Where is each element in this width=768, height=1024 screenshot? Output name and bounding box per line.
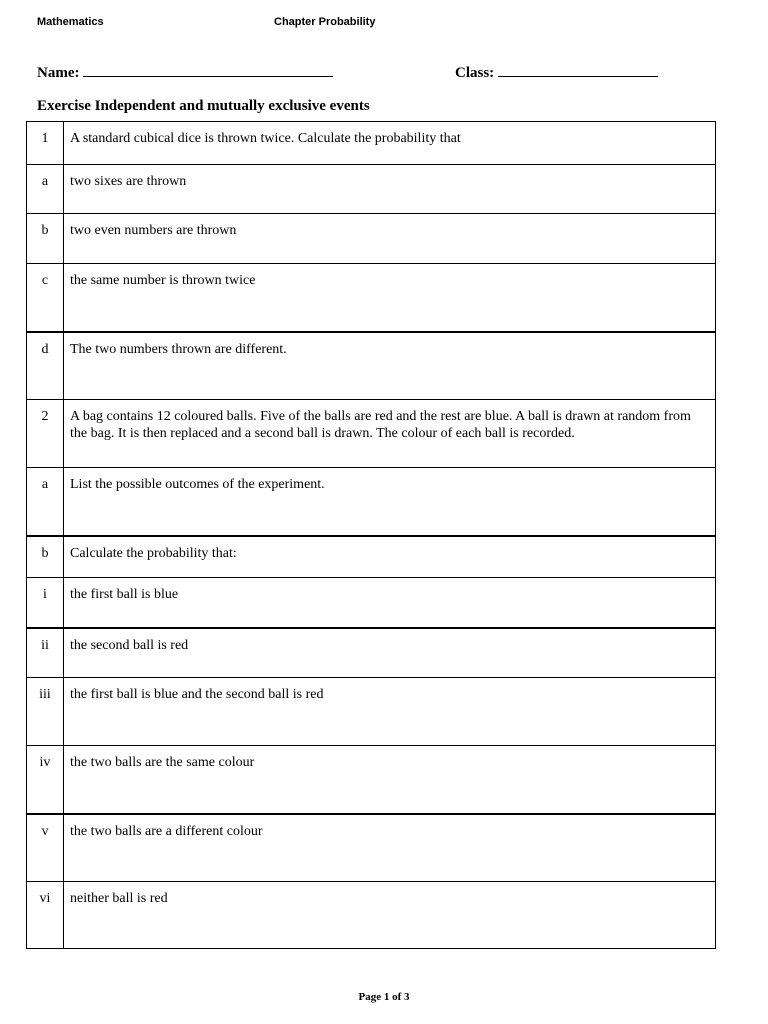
question-number: i xyxy=(27,578,64,628)
question-number: b xyxy=(27,536,64,578)
question-table xyxy=(26,121,716,949)
question-number: vi xyxy=(27,882,64,949)
question-row xyxy=(27,264,716,332)
question-text: the two balls are the same colour xyxy=(64,746,716,814)
question-row xyxy=(27,332,716,400)
question-row xyxy=(27,536,716,578)
class-blank-line[interactable] xyxy=(498,62,658,77)
question-text: List the possible outcomes of the experiment. xyxy=(64,468,716,536)
name-blank-line[interactable] xyxy=(83,62,333,77)
question-row xyxy=(27,628,716,678)
question-text: A standard cubical dice is thrown twice. Calculate the probability that xyxy=(64,122,716,165)
question-text: the two balls are a different colour xyxy=(64,814,716,882)
question-row xyxy=(27,400,716,468)
question-number: a xyxy=(27,468,64,536)
page-footer: Page 1 of 3 xyxy=(358,991,410,1003)
name-label: Name: xyxy=(37,65,80,81)
question-number: iii xyxy=(27,678,64,746)
question-row xyxy=(27,882,716,949)
exercise-title: Exercise Independent and mutually exclusive events xyxy=(37,98,370,114)
question-number: iv xyxy=(27,746,64,814)
subject-label: Mathematics xyxy=(37,16,104,28)
question-number: 1 xyxy=(27,122,64,165)
question-text: Calculate the probability that: xyxy=(64,536,716,578)
question-text: The two numbers thrown are different. xyxy=(64,332,716,400)
question-text: the first ball is blue and the second ball is red xyxy=(64,678,716,746)
question-row xyxy=(27,122,716,165)
question-row xyxy=(27,578,716,628)
question-row xyxy=(27,814,716,882)
question-row xyxy=(27,746,716,814)
question-row xyxy=(27,468,716,536)
question-text: two even numbers are thrown xyxy=(64,214,716,264)
question-row xyxy=(27,165,716,214)
question-text: the same number is thrown twice xyxy=(64,264,716,332)
question-number: d xyxy=(27,332,64,400)
question-number: a xyxy=(27,165,64,214)
question-text: the second ball is red xyxy=(64,628,716,678)
class-label: Class: xyxy=(455,65,495,81)
question-number: v xyxy=(27,814,64,882)
name-field[interactable] xyxy=(37,62,333,82)
question-number: b xyxy=(27,214,64,264)
question-text: two sixes are thrown xyxy=(64,165,716,214)
question-number: ii xyxy=(27,628,64,678)
question-row xyxy=(27,678,716,746)
question-row xyxy=(27,214,716,264)
question-text: A bag contains 12 coloured balls. Five of the balls are red and the rest are blue. A ball is drawn at random from the bag. It is then replaced and a second ball is drawn. The colour of each ball is recorded. xyxy=(64,400,716,468)
class-field[interactable] xyxy=(455,62,658,82)
question-text: neither ball is red xyxy=(64,882,716,949)
question-number: 2 xyxy=(27,400,64,468)
question-number: c xyxy=(27,264,64,332)
question-text: the first ball is blue xyxy=(64,578,716,628)
chapter-label: Chapter Probability xyxy=(274,16,376,28)
